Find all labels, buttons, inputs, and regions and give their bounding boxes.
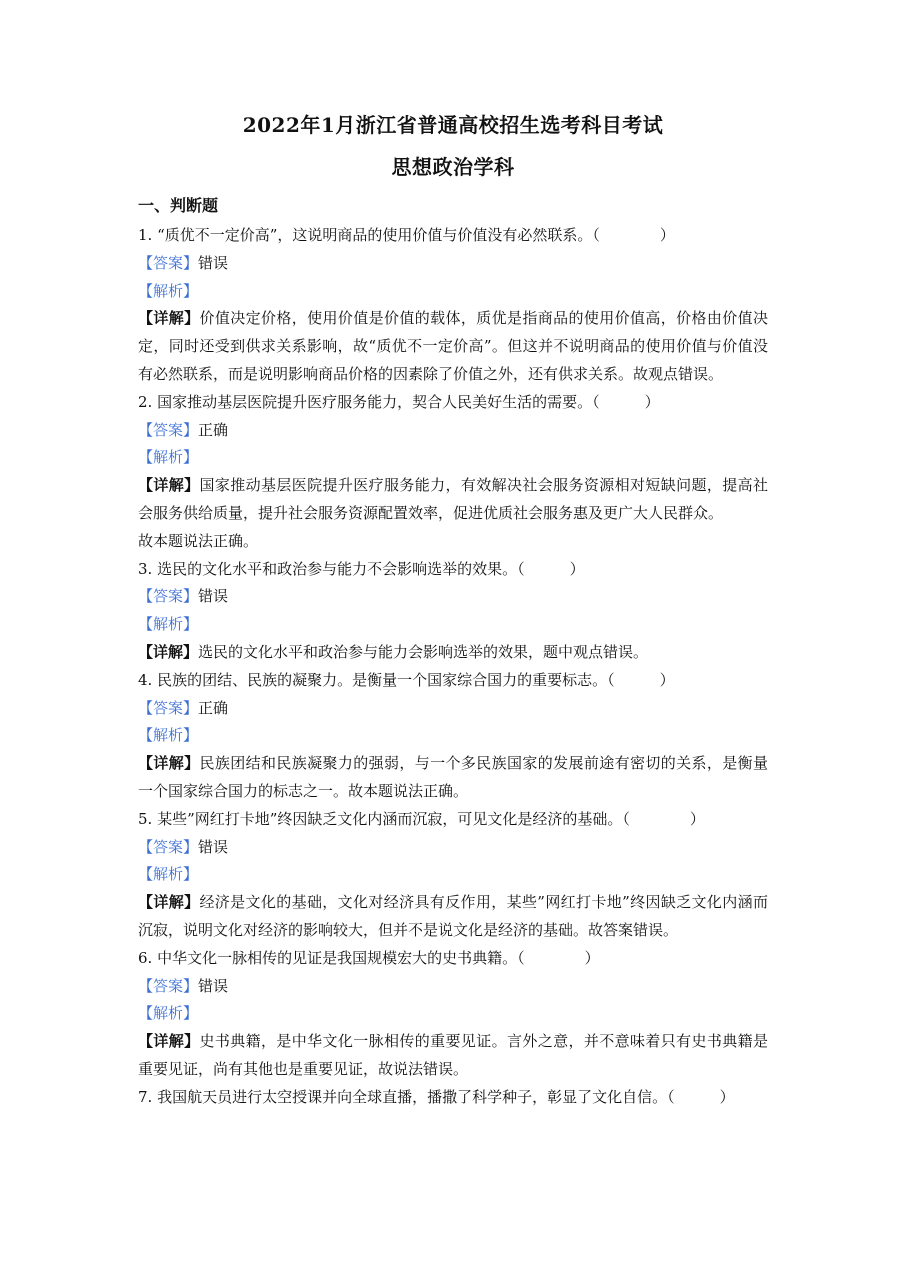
analysis-label: 【解析】	[138, 1004, 199, 1023]
detail-paragraph	[138, 305, 768, 388]
analysis-label: 【解析】	[138, 448, 199, 467]
question-stem: 1. “质优不一定价高”，这说明商品的使用价值与价值没有必然联系。（ ）	[138, 226, 675, 244]
question-stem: 6. 中华文化一脉相传的见证是我国规模宏大的史书典籍。（ ）	[138, 948, 600, 967]
question-stem: 7. 我国航天员进行太空授课并向全球直播，播撒了科学种子，彰显了文化自信。（ ）	[138, 1087, 735, 1106]
answer-line	[138, 834, 768, 862]
question-block	[138, 1084, 768, 1112]
question-block	[138, 389, 768, 556]
question-block	[138, 222, 768, 389]
detail-text: 史书典籍，是中华文化一脉相传的重要见证。言外之意，并不意味着只有史书典籍是重要见证，尚有其他也是重要见证，故说法错误。	[138, 1032, 768, 1078]
detail-label: 【详解】	[138, 754, 200, 773]
question-stem: 5. 某些”网红打卡地”终因缺乏文化内涵而沉寂，可见文化是经济的基础。（ ）	[138, 809, 705, 828]
answer-line	[138, 250, 768, 278]
analysis-line	[138, 611, 768, 639]
answer-line	[138, 417, 768, 445]
analysis-label: 【解析】	[138, 615, 199, 634]
detail-conclusion: 故本题说法正确。	[138, 531, 259, 550]
detail-paragraph	[138, 889, 768, 945]
document-subtitle: 思想政治学科	[391, 155, 515, 179]
analysis-label: 【解析】	[138, 726, 199, 745]
section-heading: 一、判断题	[138, 196, 219, 215]
question-block	[138, 556, 768, 667]
answer-value: 错误	[198, 837, 229, 856]
analysis-line	[138, 1000, 768, 1028]
analysis-line	[138, 444, 768, 472]
detail-paragraph	[138, 750, 768, 806]
detail-label: 【详解】	[138, 309, 200, 328]
detail-label: 【详解】	[138, 893, 200, 912]
question-stem: 2. 国家推动基层医院提升医疗服务能力，契合人民美好生活的需要。（ ）	[138, 392, 660, 411]
answer-label: 【答案】	[138, 420, 199, 439]
analysis-line	[138, 722, 768, 750]
question-stem: 3. 选民的文化水平和政治参与能力不会影响选举的效果。（ ）	[138, 559, 585, 578]
analysis-label: 【解析】	[138, 865, 199, 884]
answer-label: 【答案】	[138, 837, 199, 856]
question-block	[138, 806, 768, 945]
question-block	[138, 945, 768, 1084]
answer-value: 错误	[198, 976, 229, 995]
answer-line	[138, 973, 768, 1001]
answer-label: 【答案】	[138, 976, 199, 995]
answer-label: 【答案】	[138, 698, 199, 717]
answer-line	[138, 583, 768, 611]
detail-text: 国家推动基层医院提升医疗服务能力，有效解决社会服务资源相对短缺问题，提高社会服务供给质量，提升社会服务资源配置效率，促进优质社会服务惠及更广大人民群众。	[138, 476, 768, 522]
document-page	[138, 110, 768, 1112]
analysis-line	[138, 861, 768, 889]
detail-paragraph	[138, 639, 768, 667]
answer-label: 【答案】	[138, 253, 199, 272]
analysis-line	[138, 278, 768, 306]
answer-value: 错误	[198, 587, 229, 606]
question-block	[138, 667, 768, 806]
question-stem: 4. 民族的团结、民族的凝聚力。是衡量一个国家综合国力的重要标志。（ ）	[138, 670, 675, 689]
detail-label: 【详解】	[138, 642, 199, 661]
detail-label: 【详解】	[138, 1032, 200, 1051]
detail-paragraph	[138, 1028, 768, 1084]
answer-value: 正确	[198, 420, 229, 439]
detail-paragraph	[138, 472, 768, 528]
detail-text: 价值决定价格，使用价值是价值的载体，质优是指商品的使用价值高，价格由价值决定，同时还受到供求关系影响，故“质优不一定价高”。但这并不说明商品的使用价值与价值没有必然联系，而是说明影响商品价格的因素除了价值之外，还有供求关系。故观点错误。	[138, 309, 768, 383]
analysis-label: 【解析】	[138, 281, 199, 300]
answer-value: 正确	[198, 698, 229, 717]
document-title: 2022年1月浙江省普通高校招生选考科目考试	[242, 113, 664, 137]
answer-value: 错误	[198, 253, 229, 272]
detail-label: 【详解】	[138, 476, 200, 495]
detail-text: 民族团结和民族凝聚力的强弱，与一个多民族国家的发展前途有密切的关系，是衡量一个国家综合国力的标志之一。故本题说法正确。	[138, 754, 768, 800]
answer-label: 【答案】	[138, 587, 199, 606]
detail-text: 选民的文化水平和政治参与能力会影响选举的效果，题中观点错误。	[198, 642, 649, 661]
detail-text: 经济是文化的基础，文化对经济具有反作用，某些”网红打卡地”终因缺乏文化内涵而沉寂，说明文化对经济的影响较大，但并不是说文化是经济的基础。故答案错误。	[138, 893, 768, 939]
answer-line	[138, 695, 768, 723]
